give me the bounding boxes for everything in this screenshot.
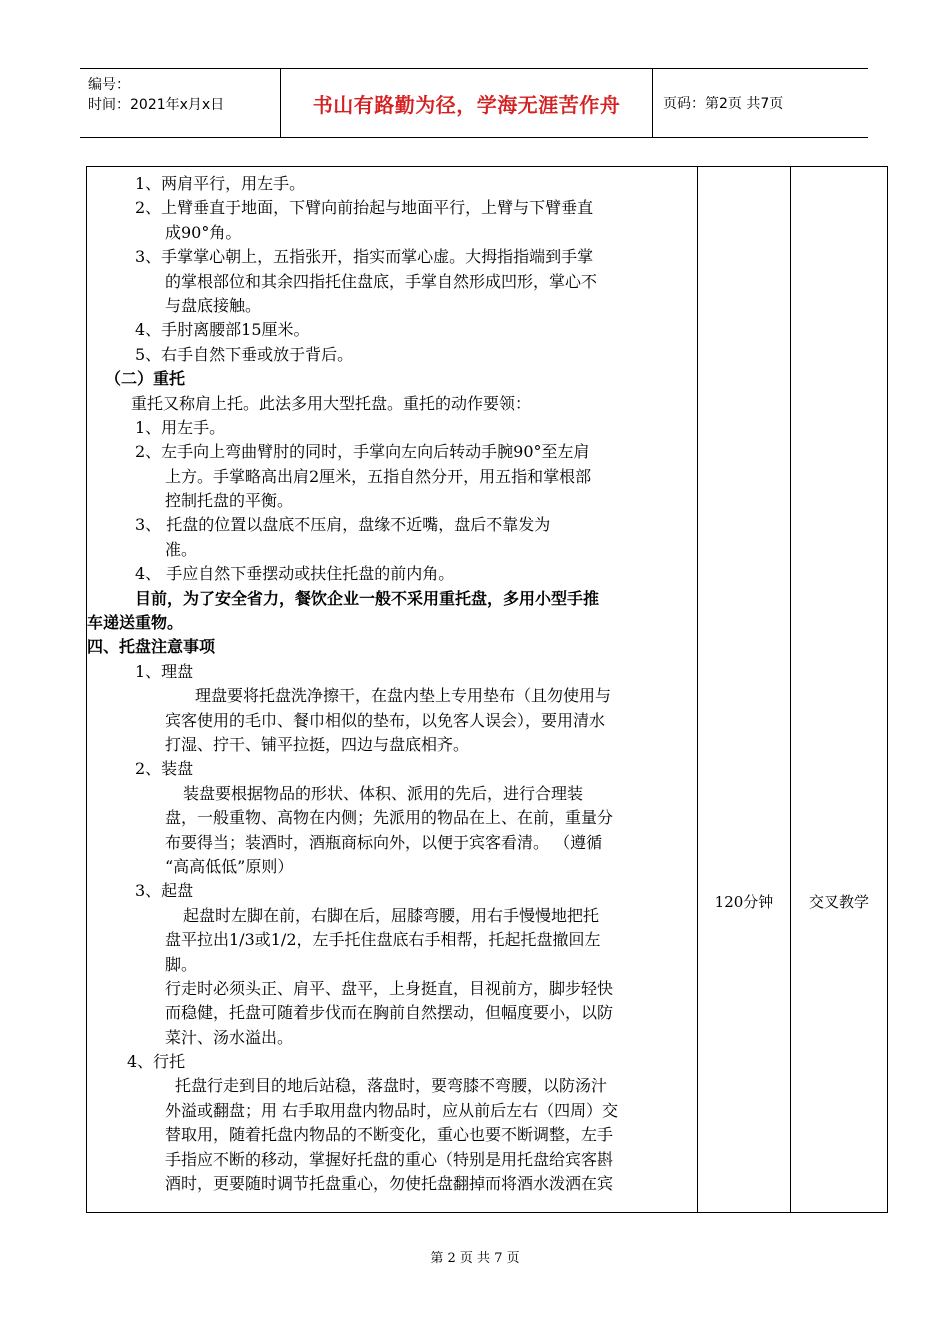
content-line: 理盘要将托盘洗净擦干，在盘内垫上专用垫布（且勿使用与 bbox=[195, 686, 612, 706]
header-page-cell bbox=[653, 69, 868, 137]
content-line: 替取用，随着托盘内物品的不断变化，重心也要不断调整，左手 bbox=[165, 1125, 614, 1145]
content-line: 起盘时左脚在前，右脚在后，屈膝弯腰，用右手慢慢地把托 bbox=[183, 905, 600, 925]
header-meta bbox=[80, 69, 281, 137]
time-label: 时间：2021年x月x日 bbox=[88, 97, 225, 113]
content-line: “高高低低”原则） bbox=[165, 856, 294, 876]
content-line: 4、 手应自然下垂摆动或扶住托盘的前内角。 bbox=[135, 564, 455, 584]
content-line: 2、左手向上弯曲臂肘的同时，手掌向左向后转动手腕90°至左肩 bbox=[135, 442, 590, 462]
content-line: 托盘行走到目的地后站稳，落盘时，要弯膝不弯腰，以防汤汁 bbox=[175, 1076, 608, 1096]
content-line: 酒时，更要随时调节托盘重心，勿使托盘翻掉而将酒水泼洒在宾 bbox=[165, 1174, 614, 1194]
content-line: 1、用左手。 bbox=[135, 417, 226, 437]
method-value: 交叉教学 bbox=[808, 893, 869, 911]
content-line: 4、手肘离腰部15厘米。 bbox=[135, 320, 310, 340]
content-line: 菜汁、汤水溢出。 bbox=[165, 1027, 294, 1047]
content-line: 打湿、拧干、铺平拉挺，四边与盘底相齐。 bbox=[165, 734, 470, 754]
content-line: 四、托盘注意事项 bbox=[87, 637, 216, 657]
content-line: 3、 托盘的位置以盘底不压肩，盘缘不近嘴，盘后不靠发为 bbox=[135, 515, 551, 535]
content-line: 4、行托 bbox=[127, 1052, 186, 1072]
content-line: 行走时必须头正、肩平、盘平，上身挺直，目视前方，脚步轻快 bbox=[165, 978, 614, 998]
content-line: 准。 bbox=[165, 539, 198, 559]
duration-column bbox=[698, 167, 791, 1212]
content-line: 上方。手掌略高出肩2厘米，五指自然分开，用五指和掌根部 bbox=[165, 466, 592, 486]
content-text bbox=[87, 172, 693, 1196]
page-header bbox=[80, 68, 868, 138]
content-line: 装盘要根据物品的形状、体积、派用的先后，进行合理装 bbox=[183, 783, 584, 803]
content-line: 3、起盘 bbox=[135, 881, 194, 901]
number-label: 编号： bbox=[88, 77, 130, 93]
motto: 书山有路勤为径，学海无涯苦作舟 bbox=[312, 92, 621, 117]
content-line: 1、理盘 bbox=[135, 661, 194, 681]
content-line: 5、右手自然下垂或放于背后。 bbox=[135, 344, 354, 364]
content-line: 的掌根部位和其余四指托住盘底，手掌自然形成凹形，掌心不 bbox=[165, 271, 598, 291]
content-line: 而稳健，托盘可随着步伐而在胸前自然摆动，但幅度要小，以防 bbox=[165, 1003, 614, 1023]
content-line: 3、手掌掌心朝上，五指张开，指实而掌心虚。大拇指指端到手掌 bbox=[135, 247, 594, 267]
content-line: 目前，为了安全省力，餐饮企业一般不采用重托盘，多用小型手推 bbox=[135, 588, 600, 608]
content-line: 脚。 bbox=[165, 954, 198, 974]
content-line: 2、装盘 bbox=[135, 759, 194, 779]
content-line: 与盘底接触。 bbox=[165, 295, 262, 315]
content-line: 外溢或翻盘；用 右手取用盘内物品时，应从前后左右（四周）交 bbox=[165, 1100, 619, 1120]
page-footer: 第 2 页 共 7 页 bbox=[430, 1251, 520, 1266]
content-line: 盘，一般重物、高物在内侧；先派用的物品在上、在前，重量分 bbox=[165, 808, 614, 828]
page-code: 页码：第2页 共7页 bbox=[663, 96, 784, 112]
content-line: 宾客使用的毛巾、餐巾相似的垫布，以免客人误会），要用清水 bbox=[165, 710, 606, 730]
content-line: （二）重托 bbox=[105, 369, 186, 389]
lesson-table bbox=[86, 166, 888, 1213]
content-line: 车递送重物。 bbox=[87, 613, 184, 633]
duration-value: 120分钟 bbox=[714, 893, 774, 911]
content-line: 2、上臂垂直于地面，下臂向前抬起与地面平行，上臂与下臂垂直 bbox=[135, 198, 594, 218]
content-line: 1、两肩平行，用左手。 bbox=[135, 174, 306, 193]
content-line: 手指应不断的移动，掌握好托盘的重心（特别是用托盘给宾客斟 bbox=[165, 1149, 614, 1169]
content-column bbox=[87, 167, 698, 1212]
method-column bbox=[791, 167, 887, 1212]
content-line: 重托又称肩上托。此法多用大型托盘。重托的动作要领： bbox=[131, 393, 532, 413]
content-line: 布要得当；装酒时，酒瓶商标向外，以便于宾客看清。 （遵循 bbox=[165, 832, 603, 852]
content-line: 盘平拉出1/3或1/2，左手托住盘底右手相帮，托起托盘撤回左 bbox=[165, 930, 601, 950]
header-motto-cell bbox=[281, 69, 653, 137]
content-line: 控制托盘的平衡。 bbox=[165, 491, 294, 511]
content-line: 成90°角。 bbox=[165, 222, 242, 242]
